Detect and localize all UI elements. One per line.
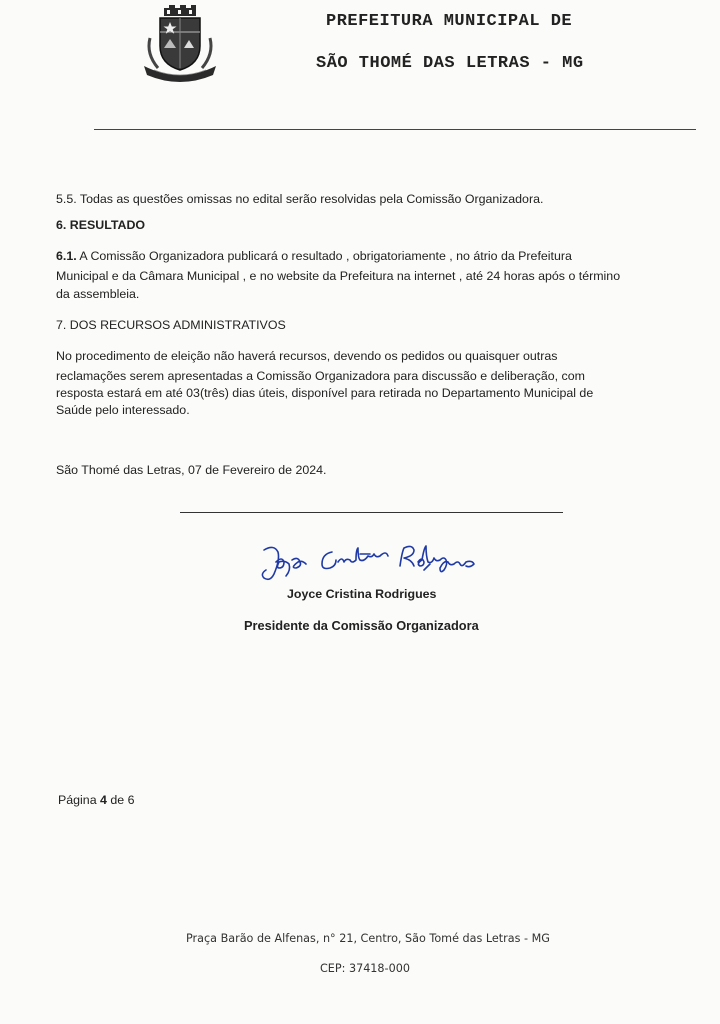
header-title-line1: PREFEITURA MUNICIPAL DE	[326, 12, 573, 31]
section-7-heading: 7. DOS RECURSOS ADMINISTRATIVOS	[56, 318, 286, 332]
signatory-role: Presidente da Comissão Organizadora	[244, 618, 479, 633]
section-7-line1: No procedimento de eleição não haverá recursos, devendo os pedidos ou quaisquer outras	[56, 349, 558, 363]
coat-of-arms-icon	[140, 4, 220, 82]
header-divider	[94, 129, 696, 130]
page-label: Página	[58, 793, 97, 807]
page-of-label: de	[110, 793, 125, 807]
date-line: São Thomé das Letras, 07 de Fevereiro de 2024.	[56, 463, 327, 477]
item-6-1-text-line1: A Comissão Organizadora publicará o resultado , obrigatoriamente , no átrio da Prefeitura	[76, 249, 572, 263]
header-title-line2: SÃO THOMÉ DAS LETRAS - MG	[316, 54, 584, 73]
handwritten-signature	[250, 536, 490, 586]
page-number	[58, 792, 135, 809]
signature-line	[180, 512, 563, 513]
page-current: 4	[100, 793, 107, 807]
signatory-name: Joyce Cristina Rodrigues	[287, 587, 437, 601]
item-5-5: 5.5. Todas as questões omissas no edital serão resolvidas pela Comissão Organizadora.	[56, 192, 544, 206]
footer-address: Praça Barão de Alfenas, n° 21, Centro, São Tomé das Letras - MG	[186, 932, 550, 945]
item-6-1-line3: da assembleia.	[56, 287, 140, 301]
section-6-heading: 6. RESULTADO	[56, 218, 146, 232]
section-7-line4: Saúde pelo interessado.	[56, 403, 190, 417]
section-7-line3: resposta estará em até 03(três) dias úteis, disponível para retirada no Departamento Municipal de	[56, 386, 594, 400]
item-6-1-line1	[56, 248, 572, 265]
item-6-1-number: 6.1.	[56, 249, 77, 263]
section-7-line2: reclamações serem apresentadas a Comissão Organizadora para discussão e deliberação, com	[56, 369, 585, 383]
item-6-1-line2: Municipal e da Câmara Municipal , e no website da Prefeitura na internet , até 24 horas após o término	[56, 269, 621, 283]
page-total: 6	[127, 793, 135, 807]
footer-cep: CEP: 37418-000	[320, 962, 410, 975]
